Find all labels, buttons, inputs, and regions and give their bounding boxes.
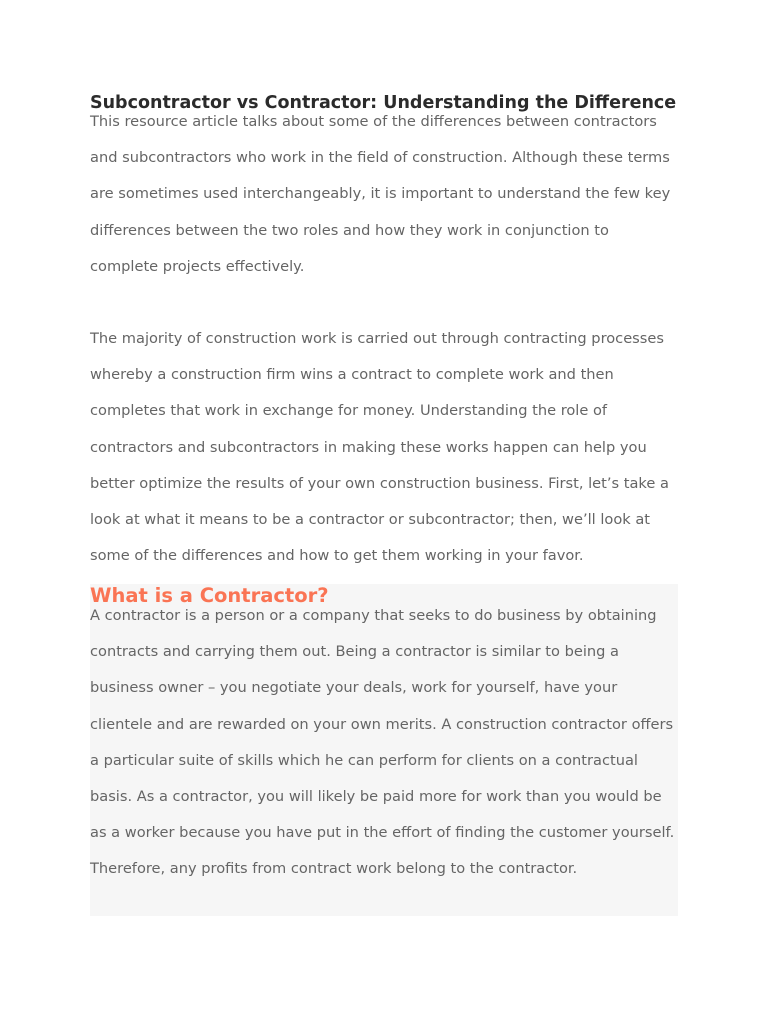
contractor-paragraph: A contractor is a person or a company that seeks to do business by obtaining contracts and carrying them out. Being a contractor is similar to being a business owner – you negotiate your deals, work for yourself, have your clientele and are rewarded on your own merits. A construction contractor offers a particular suite of skills which he can perform for clients on a contractual basis. As a contractor, you will likely be paid more for work than you would be as a worker because you have put in the effort of finding the customer yourself. Therefore, any profits from contract work belong to the contractor.	[90, 607, 675, 878]
overview-paragraph: The majority of construction work is carried out through contracting processes whereby a construction firm wins a contract to complete work and then completes that work in exchange for money. Understanding the role of contractors and subcontractors in making these works happen can help you better optimize the results of your own construction business. First, let’s take a look at what it means to be a contractor or subcontractor; then, we’ll look at some of the differences and how to get them working in your favor.	[90, 330, 669, 565]
article	[90, 92, 680, 584]
section-heading: What is a Contractor?	[90, 584, 329, 607]
article-title: Subcontractor vs Contractor: Understanding the Difference	[90, 93, 677, 113]
contractor-section	[90, 584, 678, 916]
intro-paragraph: This resource article talks about some of the differences between contractors and subcontractors who work in the field of construction. Although these terms are sometimes used interchangeably, it is important to understand the few key differences between the two roles and how they work in conjunction to complete projects effectively.	[90, 113, 671, 275]
